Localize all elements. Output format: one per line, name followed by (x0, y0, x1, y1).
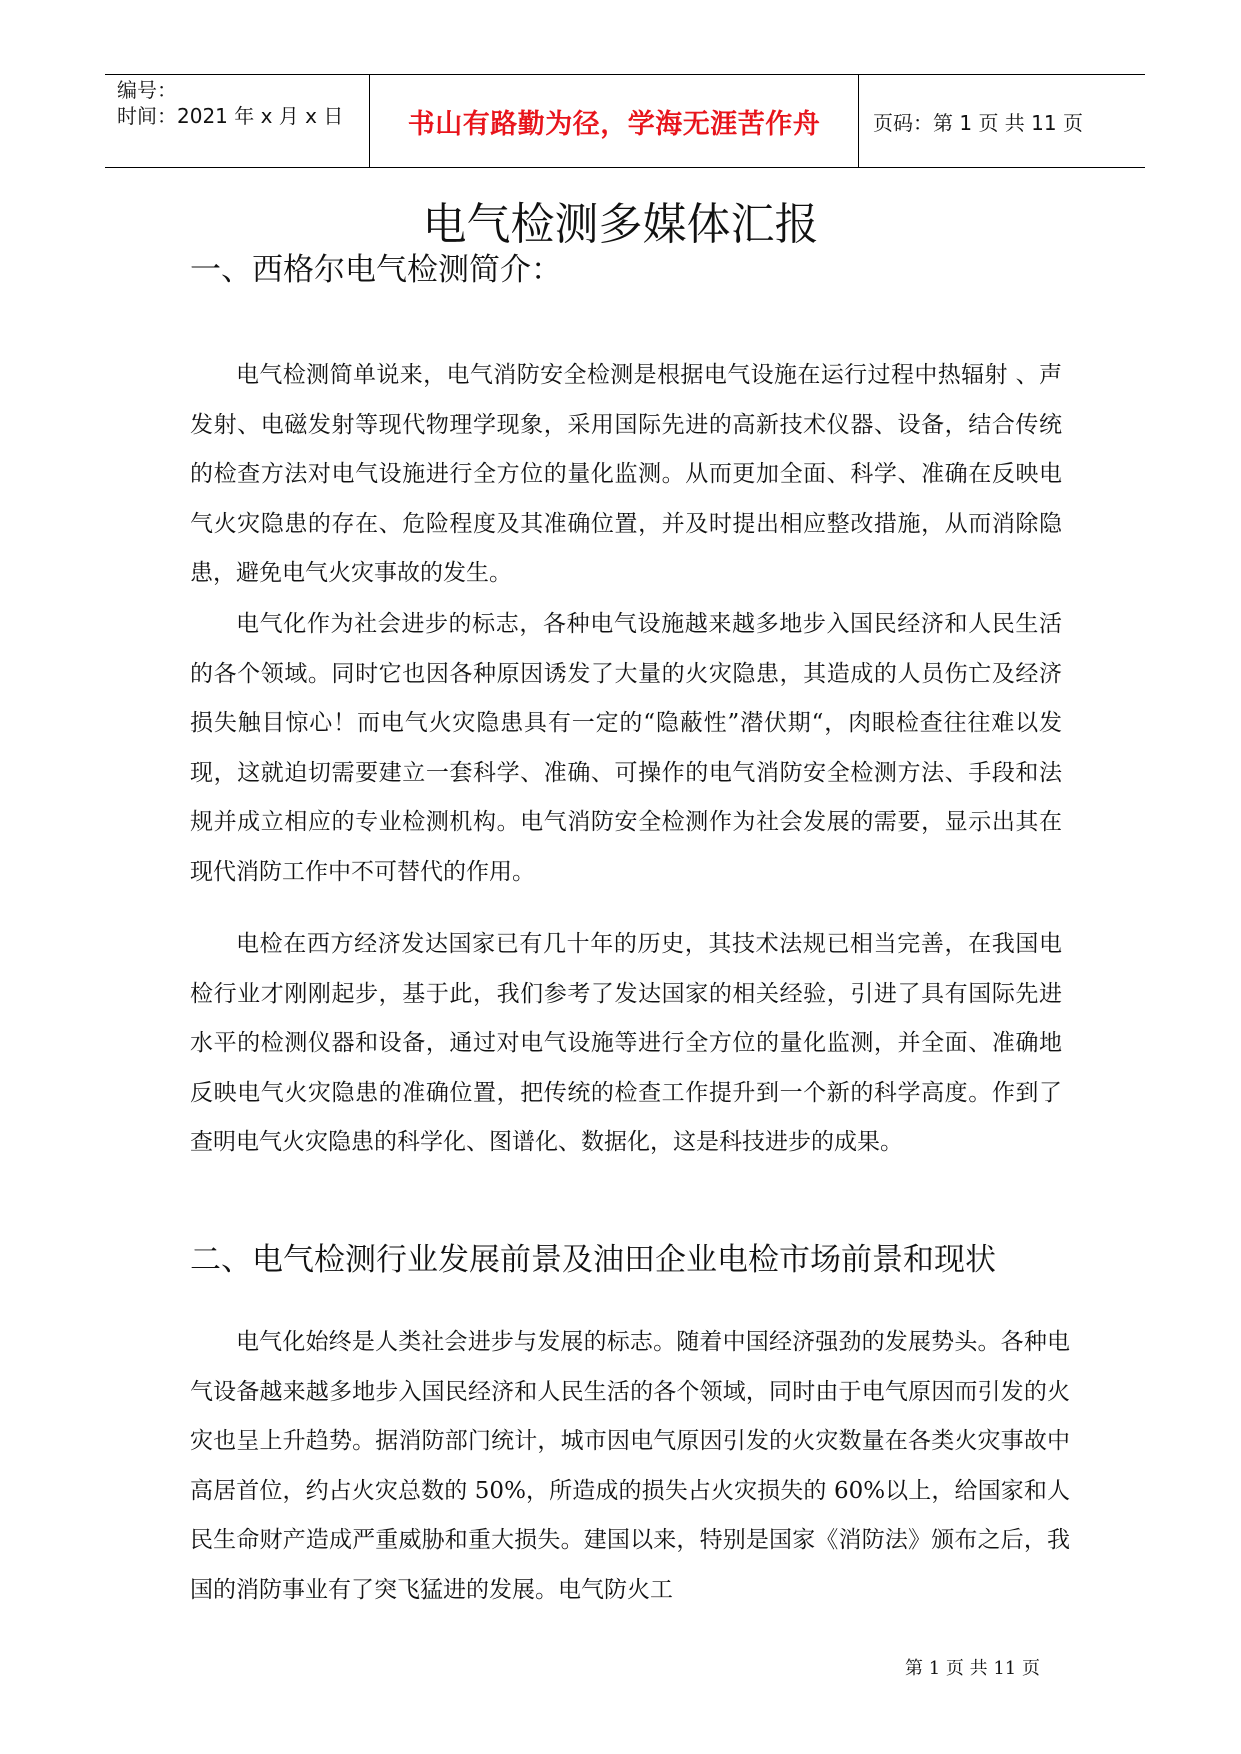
section-heading-1: 一、西格尔电气检测简介： (190, 252, 562, 288)
header-meta (105, 75, 369, 167)
section-2-paragraph-1: 电气化始终是人类社会进步与发展的标志。随着中国经济强劲的发展势头。各种电气设备越来越多地步入国民经济和人民生活的各个领域，同时由于电气原因而引发的火灾也呈上升趋势。据消防部门统计，城市因电气原因引发的火灾数量在各类火灾事故中高居首位，约占火灾总数的 50%，所造成的损失占火灾损失的 60%以上，给国家和人民生命财产造成严重威胁和重大损失。建国以来，特别是国家《消防法》颁布之后，我国的消防事业有了突飞猛进的发展。电气防火工 (190, 1329, 1070, 1603)
document-number-label: 编号： (117, 78, 177, 102)
section-heading-2: 二、电气检测行业发展前景及油田企业电检市场前景和现状 (190, 1242, 996, 1278)
page-header (105, 74, 1145, 168)
header-page-info: 页码：第 1 页 共 11 页 (873, 110, 1083, 135)
section-1-paragraph-1: 电气检测简单说来，电气消防安全检测是根据电气设施在运行过程中热辐射 、声发射、电磁发射等现代物理学现象，采用国际先进的高新技术仪器、设备，结合传统的检查方法对电气设施进行全方位的量化监测。从而更加全面、科学、准确在反映电气火灾隐患的存在、危险程度及其准确位置，并及时提出相应整改措施，从而消除隐患，避免电气火灾事故的发生。 (190, 362, 1062, 586)
document-title: 电气检测多媒体汇报 (422, 199, 819, 250)
document-time-label: 时间：2021 年 x 月 x 日 (117, 104, 344, 128)
page-footer: 第 1 页 共 11 页 (905, 1658, 1040, 1679)
section-1-paragraph-3: 电检在西方经济发达国家已有几十年的历史，其技术法规已相当完善，在我国电检行业才刚刚起步，基于此，我们参考了发达国家的相关经验，引进了具有国际先进水平的检测仪器和设备，通过对电气设施等进行全方位的量化监测，并全面、准确地反映电气火灾隐患的准确位置，把传统的检查工作提升到一个新的科学高度。作到了查明电气火灾隐患的科学化、图谱化、数据化，这是科技进步的成果。 (190, 931, 1062, 1155)
section-1-paragraph-2: 电气化作为社会进步的标志，各种电气设施越来越多地步入国民经济和人民生活的各个领域。同时它也因各种原因诱发了大量的火灾隐患，其造成的人员伤亡及经济损失触目惊心！而电气火灾隐患具有一定的“隐蔽性”潜伏期“，肉眼检查往往难以发现，这就迫切需要建立一套科学、准确、可操作的电气消防安全检测方法、手段和法规并成立相应的专业检测机构。电气消防安全检测作为社会发展的需要，显示出其在现代消防工作中不可替代的作用。 (190, 611, 1062, 885)
header-motto: 书山有路勤为径，学海无涯苦作舟 (369, 75, 859, 167)
